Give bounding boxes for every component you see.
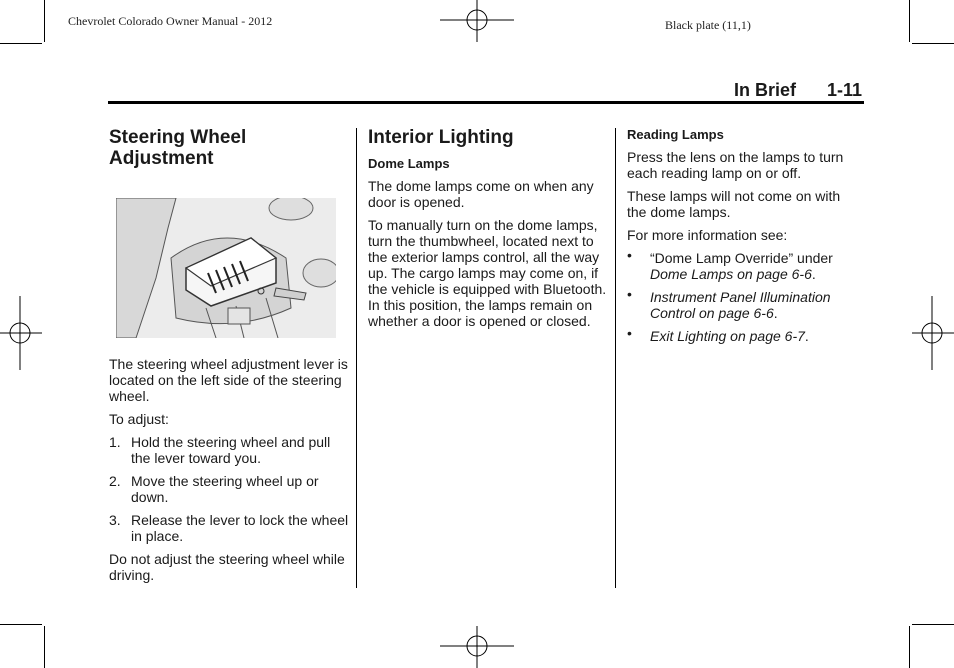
column-divider	[615, 128, 616, 588]
crop-mark	[912, 624, 954, 625]
ref-link-dome-lamps[interactable]: Dome Lamps on page 6-6	[650, 266, 812, 282]
column-interior-lighting	[368, 127, 608, 336]
dome-lamps-p2: To manually turn on the dome lamps, turn the thumbwheel, located next to the exterior lamps control, all the way up. The cargo lamps may come on, if the vehicle is equipped with Bluetooth. In this position, the lamps remain on whether a door is opened or closed.	[368, 217, 607, 329]
header-rule	[108, 101, 864, 104]
registration-mark-icon	[912, 296, 954, 370]
ref-period: .	[773, 305, 778, 321]
registration-mark-icon	[0, 296, 42, 370]
ref-period: .	[811, 266, 816, 282]
crop-mark	[909, 626, 910, 668]
steering-intro: The steering wheel adjustment lever is located on the left side of the steering wheel.	[109, 356, 348, 404]
step-text: Move the steering wheel up or down.	[131, 473, 319, 505]
crop-mark	[44, 0, 45, 42]
step-number: 2.	[109, 473, 121, 489]
plate-label: Black plate (11,1)	[665, 18, 751, 32]
list-item	[109, 434, 349, 466]
steering-lever-image	[116, 198, 336, 338]
running-header	[108, 80, 864, 102]
reading-lamps-heading: Reading Lamps	[627, 127, 724, 142]
crop-mark	[44, 626, 45, 668]
list-item	[627, 325, 862, 344]
ref-link-panel-illumination[interactable]: Instrument Panel Illumination Control on page 6-6	[650, 289, 831, 321]
more-info-label: For more information see:	[627, 227, 788, 243]
bullet-icon: •	[627, 325, 632, 341]
manual-title: Chevrolet Colorado Owner Manual - 2012	[68, 14, 273, 28]
crop-mark	[912, 43, 954, 44]
to-adjust-label: To adjust:	[109, 411, 169, 427]
step-number: 1.	[109, 434, 121, 450]
dome-lamps-p1: The dome lamps come on when any door is opened.	[368, 178, 594, 210]
dome-lamps-heading: Dome Lamps	[368, 156, 450, 171]
ref-prefix: “Dome Lamp Override” under	[650, 250, 833, 266]
crop-mark	[909, 0, 910, 42]
column-divider	[356, 128, 357, 588]
crop-mark	[0, 624, 42, 625]
steering-lever-illustration	[116, 198, 336, 338]
list-item	[627, 286, 862, 321]
step-text: Hold the steering wheel and pull the lever toward you.	[131, 434, 331, 466]
reference-list	[627, 247, 862, 344]
step-text: Release the lever to lock the wheel in place.	[131, 512, 349, 544]
reading-lamps-p2: These lamps will not come on with the dome lamps.	[627, 188, 841, 220]
crop-mark	[0, 43, 42, 44]
column-steering	[109, 127, 349, 590]
list-item	[627, 247, 862, 282]
page-number: 1-11	[826, 80, 862, 100]
ref-period: .	[804, 328, 809, 344]
step-number: 3.	[109, 512, 121, 528]
adjust-steps	[109, 434, 349, 544]
list-item	[109, 473, 349, 505]
registration-mark-icon	[440, 626, 514, 668]
column-reading-lamps	[627, 127, 862, 351]
steering-warning: Do not adjust the steering wheel while driving.	[109, 551, 345, 583]
reading-lamps-p1: Press the lens on the lamps to turn each reading lamp on or off.	[627, 149, 844, 181]
list-item	[109, 512, 349, 544]
section-title: In Brief	[733, 80, 796, 100]
bullet-icon: •	[627, 247, 632, 263]
ref-link-exit-lighting[interactable]: Exit Lighting on page 6-7	[650, 328, 805, 344]
registration-mark-icon	[440, 0, 514, 42]
steering-heading: Steering Wheel Adjustment	[109, 127, 247, 169]
bullet-icon: •	[627, 286, 632, 302]
interior-lighting-heading: Interior Lighting	[368, 127, 514, 148]
